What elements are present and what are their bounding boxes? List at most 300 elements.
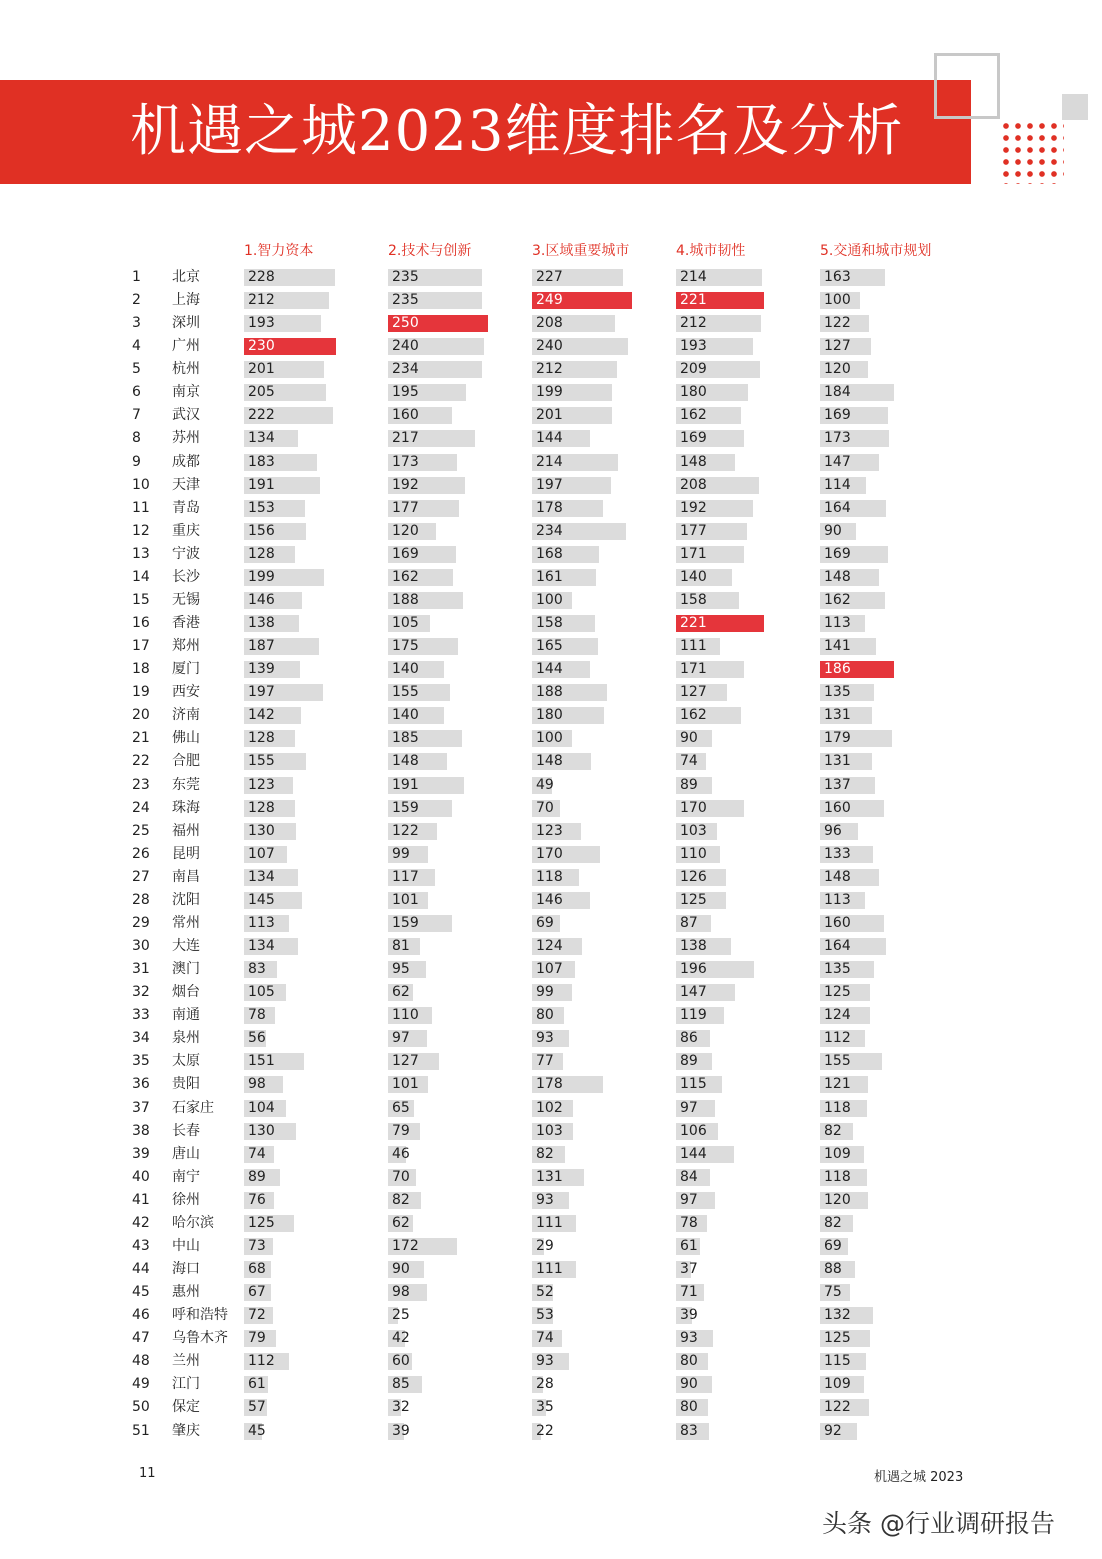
score-value: 107 (248, 845, 275, 862)
score-value: 146 (536, 891, 563, 908)
rank-number: 51 (132, 1422, 150, 1439)
score-value: 53 (536, 1307, 554, 1324)
score-value: 128 (248, 730, 275, 747)
score-value: 78 (248, 1007, 266, 1024)
city-name: 厦门 (172, 661, 200, 678)
score-value: 110 (680, 845, 707, 862)
score-value: 39 (392, 1422, 410, 1439)
city-name: 兰州 (172, 1353, 200, 1370)
rank-number: 15 (132, 591, 150, 608)
score-value: 199 (248, 568, 275, 585)
table-row (0, 658, 1102, 681)
score-value: 127 (392, 1053, 419, 1070)
score-value: 82 (392, 1191, 410, 1208)
score-value: 100 (536, 730, 563, 747)
score-value: 144 (536, 430, 563, 447)
table-row (0, 266, 1102, 289)
table-row (0, 774, 1102, 797)
rank-number: 31 (132, 961, 150, 978)
score-value: 112 (824, 1030, 851, 1047)
rank-number: 9 (132, 453, 141, 470)
score-value: 131 (824, 753, 851, 770)
score-value: 134 (248, 938, 275, 955)
score-value: 120 (824, 361, 851, 378)
table-row (0, 958, 1102, 981)
city-name: 中山 (172, 1237, 200, 1254)
score-value: 69 (824, 1237, 842, 1254)
rank-number: 1 (132, 269, 141, 285)
rank-number: 14 (132, 568, 150, 585)
table-row (0, 1420, 1102, 1443)
table-row (0, 520, 1102, 543)
score-value: 158 (680, 591, 707, 608)
table-row (0, 474, 1102, 497)
score-value: 156 (248, 522, 275, 539)
score-value: 109 (824, 1145, 851, 1162)
score-value: 111 (680, 638, 707, 655)
rank-number: 47 (132, 1330, 150, 1347)
table-row (0, 1097, 1102, 1120)
city-name: 北京 (172, 269, 200, 285)
footer-title: 机遇之城 2023 (874, 1470, 964, 1485)
score-value: 155 (248, 753, 275, 770)
score-value: 164 (824, 499, 851, 516)
score-value: 186 (824, 661, 851, 678)
score-value: 240 (392, 338, 419, 355)
table-row (0, 820, 1102, 843)
rank-number: 7 (132, 407, 141, 424)
score-value: 126 (680, 868, 707, 885)
score-value: 235 (392, 269, 419, 285)
table-row (0, 981, 1102, 1004)
score-value: 122 (824, 1399, 851, 1416)
score-value: 62 (392, 1214, 410, 1231)
score-value: 101 (392, 891, 419, 908)
table-row (0, 866, 1102, 889)
score-value: 25 (392, 1307, 410, 1324)
score-value: 68 (248, 1261, 266, 1277)
score-value: 184 (824, 384, 851, 401)
score-value: 88 (824, 1261, 842, 1277)
score-value: 87 (680, 914, 698, 931)
score-value: 177 (680, 522, 707, 539)
table-row (0, 1143, 1102, 1166)
score-value: 85 (392, 1376, 410, 1393)
score-value: 188 (536, 684, 563, 701)
city-name: 海口 (172, 1261, 200, 1277)
score-value: 134 (248, 868, 275, 885)
rank-number: 6 (132, 384, 141, 401)
rank-number: 26 (132, 845, 150, 862)
score-value: 104 (248, 1099, 275, 1116)
score-value: 124 (824, 1007, 851, 1024)
rank-number: 27 (132, 868, 150, 885)
score-value: 52 (536, 1284, 554, 1301)
table-row (0, 1073, 1102, 1096)
table-row (0, 612, 1102, 635)
score-value: 131 (536, 1168, 563, 1185)
city-name: 南宁 (172, 1168, 200, 1185)
score-value: 155 (824, 1053, 851, 1070)
city-name: 杭州 (172, 361, 200, 378)
score-value: 125 (824, 1330, 851, 1347)
table-row (0, 727, 1102, 750)
score-value: 208 (536, 315, 563, 332)
score-value: 134 (248, 430, 275, 447)
score-value: 101 (392, 1076, 419, 1093)
score-value: 121 (824, 1076, 851, 1093)
rank-number: 33 (132, 1007, 150, 1024)
city-name: 石家庄 (172, 1099, 214, 1116)
rank-number: 11 (132, 499, 150, 516)
city-name: 保定 (172, 1399, 200, 1416)
score-value: 139 (248, 661, 275, 678)
city-name: 泉州 (172, 1030, 200, 1047)
score-value: 214 (536, 453, 563, 470)
table-row (0, 358, 1102, 381)
score-value: 151 (248, 1053, 275, 1070)
table-row (0, 1396, 1102, 1419)
rank-number: 39 (132, 1145, 150, 1162)
score-value: 161 (536, 568, 563, 585)
score-value: 110 (392, 1007, 419, 1024)
score-value: 106 (680, 1122, 707, 1139)
score-value: 160 (824, 799, 851, 816)
score-value: 127 (680, 684, 707, 701)
score-value: 28 (536, 1376, 554, 1393)
score-value: 97 (680, 1099, 698, 1116)
score-value: 208 (680, 476, 707, 493)
page-title: 机遇之城2023维度排名及分析 (130, 99, 904, 164)
score-value: 113 (824, 891, 851, 908)
score-value: 95 (392, 961, 410, 978)
table-row (0, 566, 1102, 589)
score-value: 170 (536, 845, 563, 862)
score-value: 144 (680, 1145, 707, 1162)
score-value: 140 (680, 568, 707, 585)
score-value: 72 (248, 1307, 266, 1324)
score-value: 74 (248, 1145, 266, 1162)
city-name: 重庆 (172, 522, 200, 539)
score-value: 168 (536, 545, 563, 562)
table-row (0, 589, 1102, 612)
score-value: 115 (824, 1353, 851, 1370)
city-name: 济南 (172, 707, 200, 724)
rank-number: 34 (132, 1030, 150, 1047)
table-row (0, 1166, 1102, 1189)
table-row (0, 681, 1102, 704)
decor-dot-grid (1000, 120, 1064, 184)
rank-number: 36 (132, 1076, 150, 1093)
score-value: 128 (248, 545, 275, 562)
score-value: 80 (536, 1007, 554, 1024)
city-name: 郑州 (172, 638, 200, 655)
score-value: 146 (248, 591, 275, 608)
score-value: 102 (536, 1099, 563, 1116)
table-row (0, 704, 1102, 727)
score-value: 57 (248, 1399, 266, 1416)
rank-number: 8 (132, 430, 141, 447)
score-value: 123 (248, 776, 275, 793)
score-value: 169 (824, 545, 851, 562)
page-number: 11 (139, 1466, 156, 1481)
city-name: 徐州 (172, 1191, 200, 1208)
score-value: 201 (248, 361, 275, 378)
score-value: 99 (392, 845, 410, 862)
score-value: 221 (680, 615, 707, 632)
table-row (0, 1327, 1102, 1350)
score-value: 61 (680, 1237, 698, 1254)
score-value: 148 (392, 753, 419, 770)
rank-number: 48 (132, 1353, 150, 1370)
score-value: 191 (248, 476, 275, 493)
score-value: 89 (680, 1053, 698, 1070)
city-name: 哈尔滨 (172, 1214, 214, 1231)
score-value: 217 (392, 430, 419, 447)
score-value: 74 (680, 753, 698, 770)
city-name: 武汉 (172, 407, 200, 424)
score-value: 209 (680, 361, 707, 378)
score-value: 98 (392, 1284, 410, 1301)
score-value: 120 (824, 1191, 851, 1208)
score-value: 37 (680, 1261, 698, 1277)
city-name: 广州 (172, 338, 200, 355)
score-value: 175 (392, 638, 419, 655)
table-row (0, 889, 1102, 912)
score-value: 138 (248, 615, 275, 632)
score-value: 147 (680, 984, 707, 1001)
score-value: 49 (536, 776, 554, 793)
score-value: 148 (824, 868, 851, 885)
score-value: 83 (248, 961, 266, 978)
score-value: 162 (392, 568, 419, 585)
table-row (0, 1281, 1102, 1304)
score-value: 188 (392, 591, 419, 608)
rank-number: 30 (132, 938, 150, 955)
city-name: 贵阳 (172, 1076, 200, 1093)
score-value: 240 (536, 338, 563, 355)
score-value: 60 (392, 1353, 410, 1370)
score-value: 159 (392, 914, 419, 931)
score-value: 103 (536, 1122, 563, 1139)
city-name: 香港 (172, 615, 200, 632)
score-value: 179 (824, 730, 851, 747)
score-value: 199 (536, 384, 563, 401)
column-header: 5.交通和城市规划 (820, 243, 932, 259)
rank-number: 20 (132, 707, 150, 724)
rank-number: 23 (132, 776, 150, 793)
score-value: 192 (680, 499, 707, 516)
score-value: 103 (680, 822, 707, 839)
score-value: 235 (392, 292, 419, 309)
score-value: 45 (248, 1422, 266, 1439)
score-value: 77 (536, 1053, 554, 1070)
score-value: 163 (824, 269, 851, 285)
score-value: 160 (824, 914, 851, 931)
city-name: 沈阳 (172, 891, 200, 908)
city-name: 天津 (172, 476, 200, 493)
score-value: 140 (392, 661, 419, 678)
score-value: 117 (392, 868, 419, 885)
rank-number: 49 (132, 1376, 150, 1393)
score-value: 234 (536, 522, 563, 539)
score-value: 97 (392, 1030, 410, 1047)
score-value: 90 (824, 522, 842, 539)
score-value: 173 (392, 453, 419, 470)
score-value: 78 (680, 1214, 698, 1231)
rank-number: 45 (132, 1284, 150, 1301)
score-value: 109 (824, 1376, 851, 1393)
score-value: 164 (824, 938, 851, 955)
score-value: 132 (824, 1307, 851, 1324)
rank-number: 12 (132, 522, 150, 539)
rank-number: 24 (132, 799, 150, 816)
score-value: 93 (536, 1030, 554, 1047)
rank-number: 17 (132, 638, 150, 655)
score-value: 81 (392, 938, 410, 955)
rank-number: 3 (132, 315, 141, 332)
score-value: 250 (392, 315, 419, 332)
city-name: 合肥 (172, 753, 200, 770)
rank-number: 40 (132, 1168, 150, 1185)
city-name: 深圳 (172, 315, 200, 332)
score-value: 183 (248, 453, 275, 470)
city-name: 西安 (172, 684, 200, 701)
city-name: 青岛 (172, 499, 200, 516)
score-value: 70 (536, 799, 554, 816)
score-value: 90 (392, 1261, 410, 1277)
city-name: 上海 (172, 292, 200, 309)
score-value: 93 (536, 1191, 554, 1208)
table-row (0, 1027, 1102, 1050)
score-value: 115 (680, 1076, 707, 1093)
table-row (0, 1050, 1102, 1073)
city-name: 乌鲁木齐 (172, 1330, 228, 1347)
city-name: 福州 (172, 822, 200, 839)
score-value: 127 (824, 338, 851, 355)
score-value: 141 (824, 638, 851, 655)
rank-number: 5 (132, 361, 141, 378)
table-row (0, 427, 1102, 450)
city-name: 东莞 (172, 776, 200, 793)
table-row (0, 497, 1102, 520)
score-value: 180 (680, 384, 707, 401)
score-value: 80 (680, 1353, 698, 1370)
score-value: 82 (824, 1122, 842, 1139)
rank-number: 4 (132, 338, 141, 355)
rank-number: 28 (132, 891, 150, 908)
score-value: 155 (392, 684, 419, 701)
rank-number: 32 (132, 984, 150, 1001)
table-row (0, 1373, 1102, 1396)
score-value: 112 (248, 1353, 275, 1370)
score-value: 56 (248, 1030, 266, 1047)
score-value: 118 (536, 868, 563, 885)
score-value: 93 (680, 1330, 698, 1347)
table-row (0, 797, 1102, 820)
city-name: 常州 (172, 914, 200, 931)
score-value: 171 (680, 661, 707, 678)
score-value: 80 (680, 1399, 698, 1416)
table-row (0, 912, 1102, 935)
score-value: 107 (536, 961, 563, 978)
score-value: 67 (248, 1284, 266, 1301)
score-value: 99 (536, 984, 554, 1001)
score-value: 142 (248, 707, 275, 724)
score-value: 83 (680, 1422, 698, 1439)
score-value: 160 (392, 407, 419, 424)
column-header: 1.智力资本 (244, 243, 314, 259)
table-row (0, 381, 1102, 404)
score-value: 170 (680, 799, 707, 816)
city-name: 太原 (172, 1053, 200, 1070)
score-value: 165 (536, 638, 563, 655)
score-value: 222 (248, 407, 275, 424)
score-value: 148 (824, 568, 851, 585)
score-value: 89 (680, 776, 698, 793)
score-value: 145 (248, 891, 275, 908)
score-value: 22 (536, 1422, 554, 1439)
score-value: 29 (536, 1237, 554, 1254)
score-value: 169 (392, 545, 419, 562)
city-name: 惠州 (172, 1284, 200, 1301)
city-name: 长春 (172, 1122, 200, 1139)
table-row (0, 335, 1102, 358)
score-value: 205 (248, 384, 275, 401)
score-value: 185 (392, 730, 419, 747)
rank-number: 10 (132, 476, 150, 493)
score-value: 74 (536, 1330, 554, 1347)
score-value: 191 (392, 776, 419, 793)
table-row (0, 1304, 1102, 1327)
score-value: 138 (680, 938, 707, 955)
score-value: 122 (824, 315, 851, 332)
score-value: 100 (536, 591, 563, 608)
score-value: 212 (248, 292, 275, 309)
watermark: 头条 @行业调研报告 (822, 1509, 1055, 1538)
score-value: 227 (536, 269, 563, 285)
rank-number: 16 (132, 615, 150, 632)
score-value: 162 (824, 591, 851, 608)
score-value: 214 (680, 269, 707, 285)
table-row (0, 1004, 1102, 1027)
table-row (0, 1258, 1102, 1281)
score-value: 84 (680, 1168, 698, 1185)
score-value: 201 (536, 407, 563, 424)
score-value: 70 (392, 1168, 410, 1185)
score-value: 61 (248, 1376, 266, 1393)
rank-number: 22 (132, 753, 150, 770)
score-value: 221 (680, 292, 707, 309)
city-name: 南京 (172, 384, 200, 401)
score-value: 125 (248, 1214, 275, 1231)
score-value: 178 (536, 499, 563, 516)
score-value: 82 (824, 1214, 842, 1231)
score-value: 98 (248, 1076, 266, 1093)
rank-number: 42 (132, 1214, 150, 1231)
score-value: 177 (392, 499, 419, 516)
score-value: 159 (392, 799, 419, 816)
city-name: 肇庆 (172, 1422, 200, 1439)
score-value: 158 (536, 615, 563, 632)
score-value: 89 (248, 1168, 266, 1185)
score-value: 249 (536, 292, 563, 309)
table-row (0, 1235, 1102, 1258)
city-name: 澳门 (172, 961, 200, 978)
score-value: 124 (536, 938, 563, 955)
score-value: 73 (248, 1237, 266, 1254)
score-value: 193 (680, 338, 707, 355)
